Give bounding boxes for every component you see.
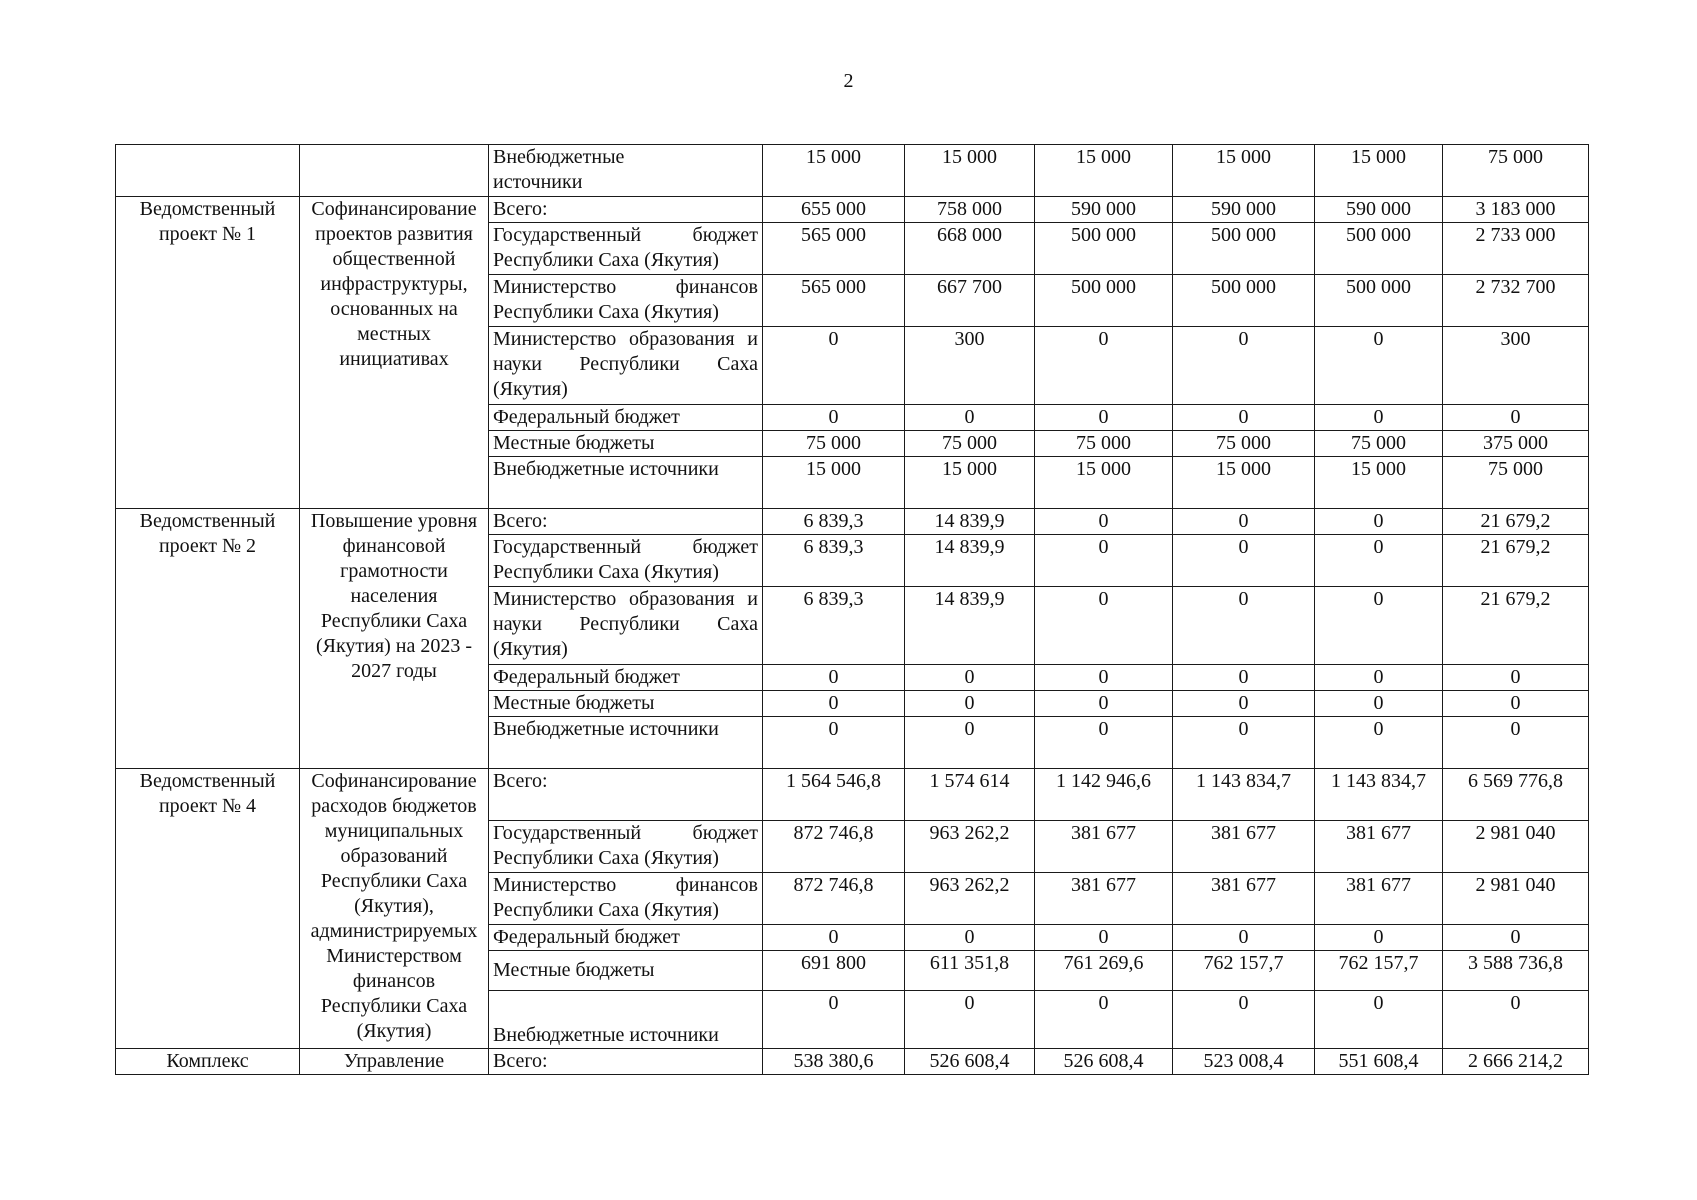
value-cell: 0 — [1315, 717, 1443, 769]
project-goal-cell — [300, 769, 489, 1049]
value-cell: 963 262,2 — [905, 821, 1035, 873]
value-cell: 963 262,2 — [905, 873, 1035, 925]
value-cell: 538 380,6 — [763, 1049, 905, 1075]
value-cell: 0 — [1315, 405, 1443, 431]
value-cell: 375 000 — [1443, 431, 1589, 457]
value-cell: 0 — [1173, 717, 1315, 769]
value-cell: 0 — [1173, 587, 1315, 665]
value-cell: 0 — [1035, 991, 1173, 1049]
source-cell: Всего: — [489, 769, 763, 821]
project-name-cell — [116, 769, 300, 1049]
value-cell: 2 732 700 — [1443, 275, 1589, 327]
value-cell: 21 679,2 — [1443, 535, 1589, 587]
project-goal: Управление — [343, 1050, 445, 1072]
value-cell: 0 — [1173, 991, 1315, 1049]
value-cell: 0 — [1443, 925, 1589, 951]
value-cell: 15 000 — [905, 145, 1035, 197]
value-cell: 15 000 — [1035, 457, 1173, 509]
table-row — [116, 145, 1589, 197]
value-cell: 0 — [1315, 665, 1443, 691]
value-cell: 0 — [1315, 327, 1443, 405]
project-goal-cell — [300, 197, 489, 509]
value-cell: 0 — [1443, 717, 1589, 769]
value-cell: 300 — [905, 327, 1035, 405]
value-cell: 0 — [1443, 665, 1589, 691]
value-cell: 381 677 — [1035, 873, 1173, 925]
value-cell: 526 608,4 — [905, 1049, 1035, 1075]
value-cell: 15 000 — [763, 145, 905, 197]
value-cell: 75 000 — [1443, 457, 1589, 509]
value-cell: 0 — [905, 691, 1035, 717]
goal-cell-empty — [300, 145, 489, 197]
value-cell: 381 677 — [1035, 821, 1173, 873]
value-cell: 2 981 040 — [1443, 873, 1589, 925]
value-cell: 0 — [763, 691, 905, 717]
source-cell: Государственный бюджет Республики Саха (Якутия) — [489, 821, 763, 873]
value-cell: 0 — [1035, 691, 1173, 717]
value-cell: 0 — [763, 327, 905, 405]
source-cell: Всего: — [489, 197, 763, 223]
value-cell: 15 000 — [905, 457, 1035, 509]
value-cell: 0 — [1035, 327, 1173, 405]
project-name: Ведомственный проект № 4 — [139, 770, 276, 817]
value-cell: 500 000 — [1315, 275, 1443, 327]
value-cell: 1 574 614 — [905, 769, 1035, 821]
source-cell: Министерство образования и науки Республики Саха (Якутия) — [489, 327, 763, 405]
value-cell: 565 000 — [763, 223, 905, 275]
source-cell: Местные бюджеты — [489, 951, 763, 991]
value-cell: 872 746,8 — [763, 873, 905, 925]
value-cell: 14 839,9 — [905, 535, 1035, 587]
project-name: Ведомственный проект № 2 — [139, 510, 276, 557]
source-cell: Внебюджетные источники — [489, 991, 763, 1049]
value-cell: 75 000 — [1173, 431, 1315, 457]
value-cell: 590 000 — [1035, 197, 1173, 223]
value-cell: 2 981 040 — [1443, 821, 1589, 873]
value-cell: 15 000 — [1315, 457, 1443, 509]
value-cell: 0 — [1315, 535, 1443, 587]
value-cell: 6 569 776,8 — [1443, 769, 1589, 821]
value-cell: 0 — [1443, 405, 1589, 431]
project-name-cell — [116, 197, 300, 509]
value-cell: 611 351,8 — [905, 951, 1035, 991]
source-cell: Внебюджетные источники — [489, 457, 763, 509]
value-cell: 0 — [1315, 587, 1443, 665]
value-cell: 0 — [1173, 691, 1315, 717]
value-cell: 758 000 — [905, 197, 1035, 223]
value-cell: 0 — [1315, 991, 1443, 1049]
value-cell: 15 000 — [1173, 457, 1315, 509]
value-cell: 0 — [1035, 665, 1173, 691]
project-goal: Повышение уровня финансовой грамотности населения Республики Саха (Якутия) на 2023 - 2027 годы — [310, 510, 478, 682]
value-cell: 3 588 736,8 — [1443, 951, 1589, 991]
source-cell: Внебюджетные источники — [489, 717, 763, 769]
table-row — [116, 509, 1589, 535]
value-cell: 1 564 546,8 — [763, 769, 905, 821]
value-cell: 3 183 000 — [1443, 197, 1589, 223]
value-cell: 762 157,7 — [1173, 951, 1315, 991]
table-row — [116, 197, 1589, 223]
value-cell: 300 — [1443, 327, 1589, 405]
source-cell: Министерство образования и науки Республики Саха (Якутия) — [489, 587, 763, 665]
source-cell: Всего: — [489, 1049, 763, 1075]
value-cell: 551 608,4 — [1315, 1049, 1443, 1075]
value-cell: 0 — [1315, 925, 1443, 951]
value-cell: 75 000 — [1035, 431, 1173, 457]
value-cell: 0 — [1035, 587, 1173, 665]
source-label: Внебюджетные — [493, 146, 625, 168]
source-cell: Федеральный бюджет — [489, 665, 763, 691]
value-cell: 500 000 — [1173, 275, 1315, 327]
project-goal-cell — [300, 1049, 489, 1075]
value-cell: 655 000 — [763, 197, 905, 223]
source-cell: Министерство финансов Республики Саха (Якутия) — [489, 873, 763, 925]
project-name: Ведомственный проект № 1 — [139, 198, 276, 245]
value-cell: 0 — [1173, 535, 1315, 587]
value-cell: 872 746,8 — [763, 821, 905, 873]
source-cell: Государственный бюджет Республики Саха (Якутия) — [489, 535, 763, 587]
value-cell: 761 269,6 — [1035, 951, 1173, 991]
budget-table — [115, 144, 1589, 1075]
value-cell: 0 — [763, 925, 905, 951]
value-cell: 381 677 — [1173, 873, 1315, 925]
value-cell: 14 839,9 — [905, 509, 1035, 535]
source-cell — [489, 145, 763, 197]
value-cell: 381 677 — [1315, 873, 1443, 925]
value-cell: 0 — [763, 717, 905, 769]
value-cell: 762 157,7 — [1315, 951, 1443, 991]
project-goal-cell — [300, 509, 489, 769]
value-cell: 2 666 214,2 — [1443, 1049, 1589, 1075]
project-goal: Софинансирование проектов развития общественной инфраструктуры, основанных на местных инициативах — [311, 198, 477, 370]
table-row — [116, 1049, 1589, 1075]
value-cell: 0 — [1035, 535, 1173, 587]
value-cell: 0 — [905, 405, 1035, 431]
value-cell: 590 000 — [1173, 197, 1315, 223]
value-cell: 75 000 — [763, 431, 905, 457]
value-cell: 21 679,2 — [1443, 509, 1589, 535]
value-cell: 0 — [905, 991, 1035, 1049]
value-cell: 0 — [763, 665, 905, 691]
value-cell: 75 000 — [905, 431, 1035, 457]
source-cell: Местные бюджеты — [489, 431, 763, 457]
value-cell: 15 000 — [1173, 145, 1315, 197]
value-cell: 590 000 — [1315, 197, 1443, 223]
value-cell: 0 — [905, 925, 1035, 951]
value-cell: 0 — [1443, 991, 1589, 1049]
source-cell: Государственный бюджет Республики Саха (Якутия) — [489, 223, 763, 275]
value-cell: 75 000 — [1315, 431, 1443, 457]
project-name-cell — [116, 509, 300, 769]
value-cell: 526 608,4 — [1035, 1049, 1173, 1075]
value-cell: 0 — [1173, 509, 1315, 535]
value-cell: 6 839,3 — [763, 587, 905, 665]
value-cell: 0 — [1443, 691, 1589, 717]
source-label-cont: источники — [493, 171, 583, 193]
value-cell: 0 — [1173, 925, 1315, 951]
value-cell: 523 008,4 — [1173, 1049, 1315, 1075]
project-cell-empty — [116, 145, 300, 197]
source-cell: Федеральный бюджет — [489, 925, 763, 951]
value-cell: 500 000 — [1035, 223, 1173, 275]
value-cell: 2 733 000 — [1443, 223, 1589, 275]
value-cell: 0 — [1315, 691, 1443, 717]
value-cell: 0 — [763, 405, 905, 431]
value-cell: 565 000 — [763, 275, 905, 327]
value-cell: 15 000 — [1315, 145, 1443, 197]
value-cell: 668 000 — [905, 223, 1035, 275]
value-cell: 0 — [1035, 405, 1173, 431]
value-cell: 667 700 — [905, 275, 1035, 327]
value-cell: 500 000 — [1173, 223, 1315, 275]
value-cell: 14 839,9 — [905, 587, 1035, 665]
source-cell: Всего: — [489, 509, 763, 535]
value-cell: 1 142 946,6 — [1035, 769, 1173, 821]
value-cell: 6 839,3 — [763, 535, 905, 587]
value-cell: 1 143 834,7 — [1173, 769, 1315, 821]
project-name: Комплекс — [166, 1050, 249, 1072]
value-cell: 0 — [1035, 717, 1173, 769]
value-cell: 691 800 — [763, 951, 905, 991]
value-cell: 0 — [905, 717, 1035, 769]
value-cell: 0 — [763, 991, 905, 1049]
value-cell: 75 000 — [1443, 145, 1589, 197]
value-cell: 0 — [1173, 405, 1315, 431]
value-cell: 500 000 — [1035, 275, 1173, 327]
source-cell: Местные бюджеты — [489, 691, 763, 717]
value-cell: 500 000 — [1315, 223, 1443, 275]
value-cell: 6 839,3 — [763, 509, 905, 535]
value-cell: 1 143 834,7 — [1315, 769, 1443, 821]
source-cell: Министерство финансов Республики Саха (Якутия) — [489, 275, 763, 327]
value-cell: 0 — [905, 665, 1035, 691]
source-cell: Федеральный бюджет — [489, 405, 763, 431]
value-cell: 0 — [1173, 327, 1315, 405]
value-cell: 381 677 — [1173, 821, 1315, 873]
value-cell: 0 — [1173, 665, 1315, 691]
value-cell: 0 — [1315, 509, 1443, 535]
value-cell: 21 679,2 — [1443, 587, 1589, 665]
table-row — [116, 769, 1589, 821]
value-cell: 15 000 — [1035, 145, 1173, 197]
page-number: 2 — [843, 70, 854, 92]
value-cell: 0 — [1035, 925, 1173, 951]
value-cell: 15 000 — [763, 457, 905, 509]
project-name-cell — [116, 1049, 300, 1075]
project-goal: Софинансирование расходов бюджетов муниципальных образований Республики Саха (Якутия), администрируемых Министерством финансов Республики Саха (Якутия) — [310, 770, 478, 1042]
value-cell: 381 677 — [1315, 821, 1443, 873]
value-cell: 0 — [1035, 509, 1173, 535]
